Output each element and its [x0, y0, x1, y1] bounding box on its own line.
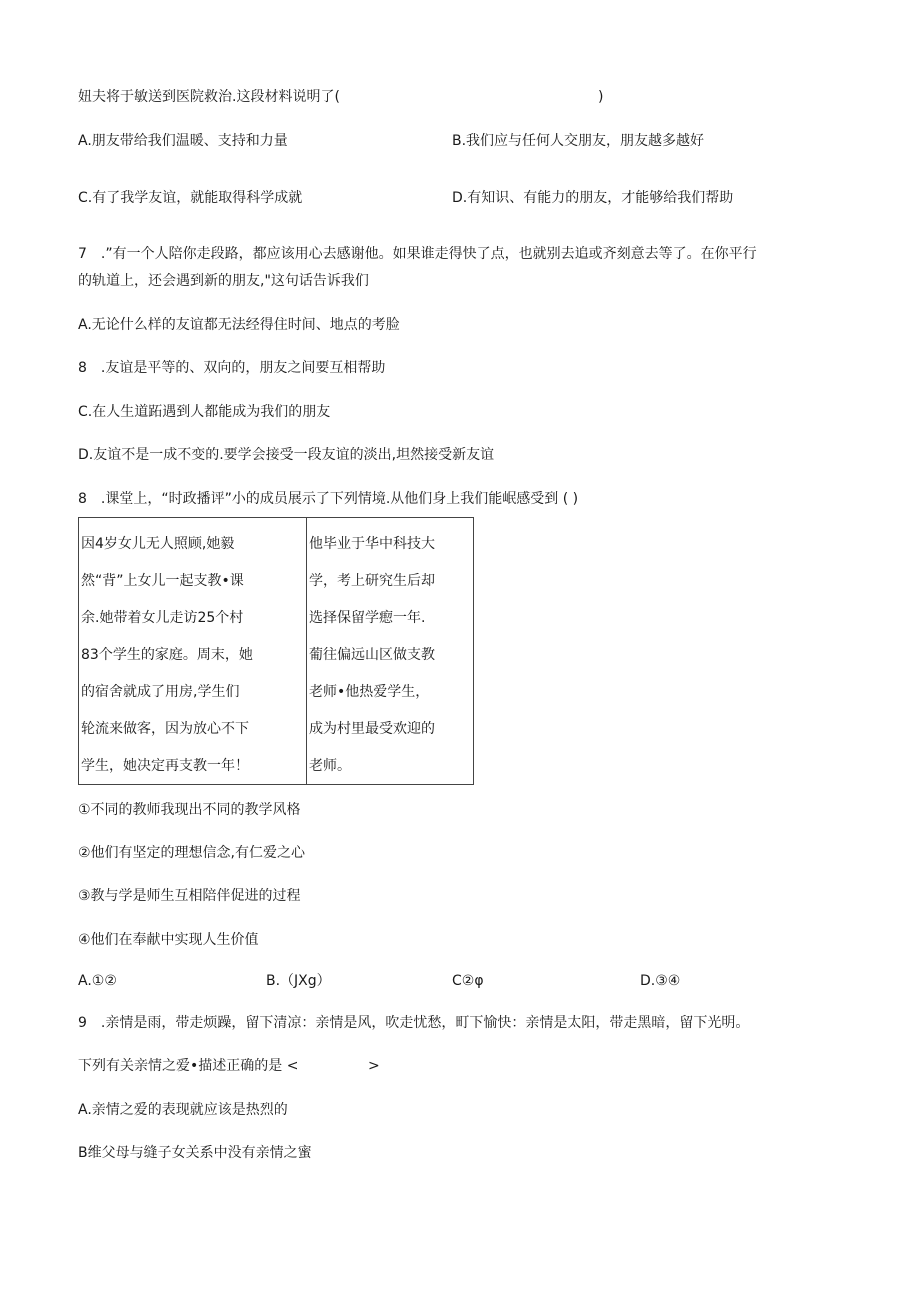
table-right-line: 老师。: [309, 758, 351, 774]
table-left-line: 然“背”上女儿一起支教•课: [81, 573, 244, 589]
q7-option-c: C.在人生道跖遇到人都能成为我们的朋友: [78, 404, 331, 420]
q6-option-c: C.有了我学友谊，就能取得科学成就: [78, 190, 303, 206]
table-right-line: 学，考上研究生后却: [309, 573, 435, 589]
table-left-line: 轮流来做客，因为放心不下: [81, 721, 249, 737]
q9-stem-line1: 9 .亲情是雨，带走烦躁，留下清凉：亲情是风，吹走忧愁，町下愉快：亲情是太阳，带走黑暗，留下光明。: [78, 1015, 750, 1031]
q9-option-a: A.亲情之爱的表现就应该是热烈的: [78, 1102, 288, 1118]
q8-statement-3: ③教与学是师生互相陪伴促进的过程: [78, 888, 301, 904]
q9-option-b: B维父母与缝子女关系中没有亲情之蜜: [78, 1145, 312, 1161]
q7-stem-line1: 7 .”有一个人陪你走段路，都应该用心去感谢他。如果谁走得快了点，也就别去追或齐刻意去等了。在你平行: [78, 246, 757, 262]
q8-option-c: C②φ: [452, 973, 484, 989]
q8-statement-4: ④他们在奉献中实现人生价值: [78, 932, 259, 948]
q8-option-d: D.③④: [640, 973, 681, 989]
q8-option-b: B.（JXg）: [266, 973, 331, 989]
q7-stem-line2: 的轨道上，还会遇到新的朋友,"这句话告诉我们: [78, 273, 369, 289]
table-left-line: 因4岁女儿无人照顾,她毅: [81, 536, 235, 552]
q8-option-a: A.①②: [78, 973, 117, 989]
q9-stem-close: >: [368, 1058, 380, 1074]
table-right-line: 成为村里最受欢迎的: [309, 721, 435, 737]
q8-statement-2: ②他们有坚定的理想信念,有仁爱之心: [78, 845, 306, 861]
q6-paren-close: ): [598, 89, 604, 105]
table-right-line: 老师•他热爱学生，: [309, 684, 430, 700]
scenario-table: [78, 517, 474, 785]
q7-option-a: A.无论什么样的友谊都无法经得住时间、地点的考脸: [78, 317, 400, 333]
q8-statement-1: ①不同的教师我现出不同的教学风格: [78, 802, 301, 818]
table-left-line: 余.她带着女儿走访25个村: [81, 610, 244, 626]
scenario-table-right-cell: [307, 518, 473, 784]
q6-option-b: B.我们应与任何人交朋友，朋友越多越好: [452, 133, 705, 149]
table-right-line: 葡往偏远山区做支教: [309, 647, 435, 663]
table-right-line: 他毕业于华中科技大: [309, 536, 435, 552]
table-left-line: 83个学生的家庭。周末，她: [81, 647, 253, 663]
q7-option-b: 8 .友谊是平等的、双向的，朋友之间要互相帮助: [78, 360, 386, 376]
q6-option-a: A.朋友带给我们温暖、支持和力量: [78, 133, 288, 149]
table-right-line: 选择保留学瘛一年.: [309, 610, 426, 626]
q6-option-d: D.有知识、有能力的朋友，才能够给我们帮助: [452, 190, 734, 206]
scenario-table-left-cell: [79, 518, 307, 784]
table-left-line: 的宿舍就成了用房,学生们: [81, 684, 240, 700]
table-left-line: 学生，她决定再支教一年！: [81, 758, 249, 774]
q8-stem: 8 .课堂上，“时政播评”小的成员展示了下列情境.从他们身上我们能岷感受到 ( ): [78, 491, 579, 507]
q9-stem-line2: 下列有关亲情之爱•描述正确的是 <: [78, 1058, 299, 1074]
q6-stem: 妞夫将于敏送到医院救治.这段材料说明了(: [78, 89, 340, 105]
q7-option-d: D.友谊不是一成不变的.要学会接受一段友谊的淡出,坦然接受新友谊: [78, 447, 495, 463]
